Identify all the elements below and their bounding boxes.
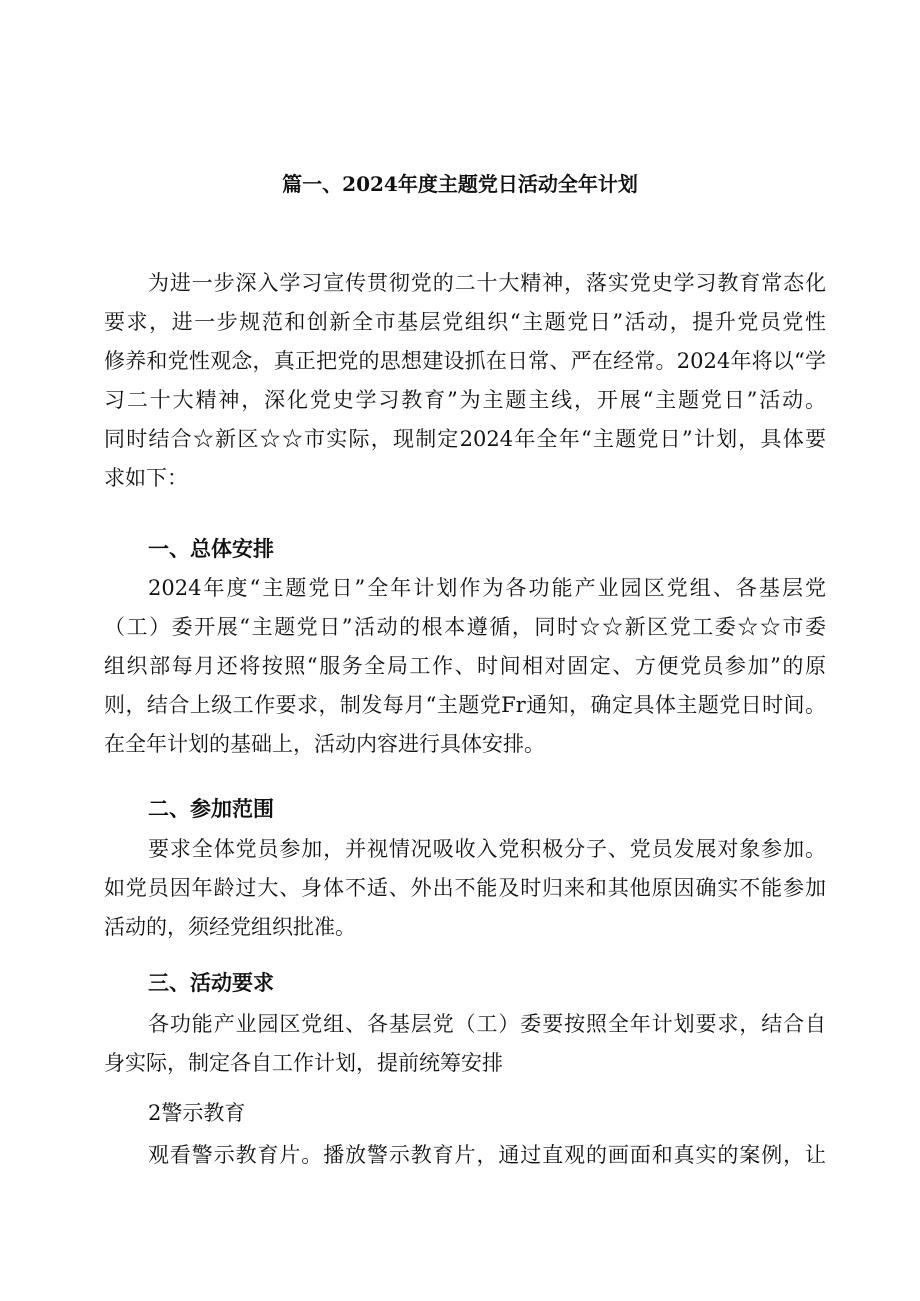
paragraph-line: 身实际，制定各自工作计划，提前统筹安排 xyxy=(104,1051,503,1075)
section-activity-requirements xyxy=(104,963,826,1002)
document-title: 篇一、2024年度主题党日活动全年计划 xyxy=(282,172,638,196)
section-heading: 三、活动要求 xyxy=(148,970,274,995)
item-heading: 2警示教育 xyxy=(148,1101,246,1125)
paragraph-line: 观看警示教育片。播放警示教育片，通过直观的画面和真实的案例，让 xyxy=(148,1143,826,1167)
intro-paragraph xyxy=(104,264,826,498)
paragraph-line: 要求，进一步规范和创新全市基层党组织“主题党日”活动，提升党员党性 xyxy=(104,310,826,334)
paragraph-line: 活动的，须经党组织批准。 xyxy=(104,915,356,939)
section-overall-arrangement-body xyxy=(104,569,826,764)
section-overall-arrangement xyxy=(104,529,826,568)
paragraph-line: 则，结合上级工作要求，制发每月“主题党Fr通知，确定具体主题党日时间。 xyxy=(104,693,826,717)
paragraph-line: 同时结合☆新区☆☆市实际，现制定2024年全年“主题党日”计划，具体要 xyxy=(104,427,826,451)
section-participation-scope-body xyxy=(104,830,826,947)
paragraph-line: 习二十大精神，深化党史学习教育”为主题主线，开展“主题党日”活动。 xyxy=(104,388,826,412)
paragraph-line: 组织部每月还将按照“服务全局工作、时间相对固定、方便党员参加”的原 xyxy=(104,654,826,678)
paragraph-line: 2024年度“主题党日”全年计划作为各功能产业园区党组、各基层党 xyxy=(148,576,826,600)
section-participation-scope xyxy=(104,789,826,828)
item-warning-education-body xyxy=(104,1136,826,1175)
paragraph-line: 求如下： xyxy=(104,466,188,490)
section-heading: 一、总体安排 xyxy=(148,536,274,561)
paragraph-line: （工）委开展“主题党日”活动的根本遵循，同时☆☆新区党工委☆☆市委 xyxy=(104,615,826,639)
section-heading: 二、参加范围 xyxy=(148,796,274,821)
paragraph-line: 修养和党性观念，真正把党的思想建设抓在日常、严在经常。2024年将以“学 xyxy=(104,349,826,373)
item-warning-education xyxy=(104,1094,826,1133)
section-activity-requirements-body xyxy=(104,1005,826,1083)
paragraph-line: 在全年计划的基础上，活动内容进行具体安排。 xyxy=(104,732,545,756)
paragraph-line: 各功能产业园区党组、各基层党（工）委要按照全年计划要求，结合自 xyxy=(148,1012,826,1036)
paragraph-line: 为进一步深入学习宣传贯彻党的二十大精神，落实党史学习教育常态化 xyxy=(148,271,826,295)
paragraph-line: 如党员因年龄过大、身体不适、外出不能及时归来和其他原因确实不能参加 xyxy=(104,876,826,900)
paragraph-line: 要求全体党员参加，并视情况吸收入党积极分子、党员发展对象参加。 xyxy=(148,837,826,861)
